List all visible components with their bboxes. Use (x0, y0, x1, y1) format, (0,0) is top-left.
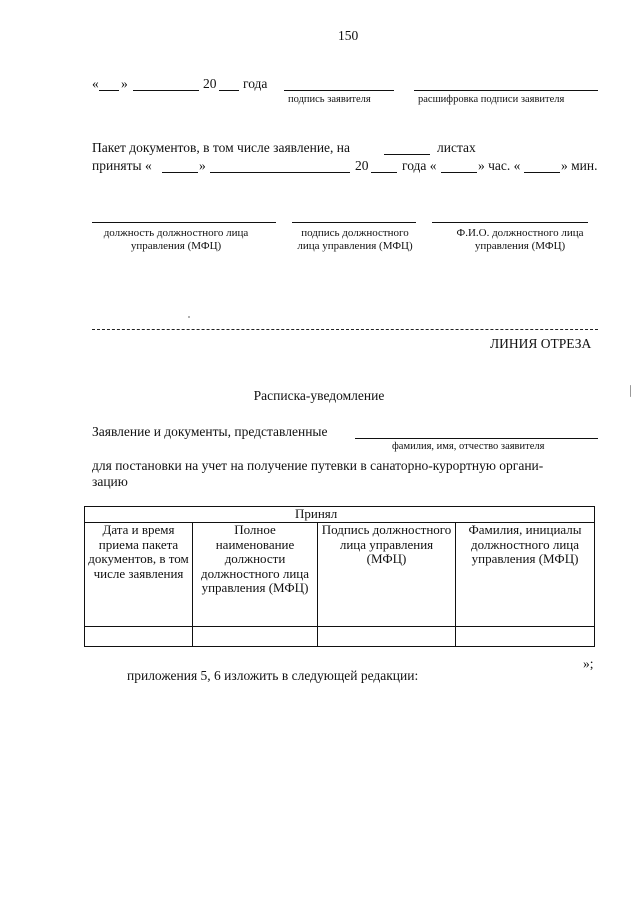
table-row (85, 627, 595, 647)
year-blank (219, 90, 239, 91)
accepted-minutes-blank (524, 172, 560, 173)
table-header-accepted: Принял (85, 507, 595, 523)
caption-official-name: Ф.И.О. должностного лица управления (МФЦ) (456, 227, 584, 252)
page-number: 150 (338, 28, 359, 43)
table-header-row (85, 507, 595, 523)
official-position-line (92, 222, 276, 223)
cut-line-dashed (92, 329, 598, 330)
official-name-line (432, 222, 588, 223)
col-full-name: Фамилия, инициалы должностного лица управления (МФЦ) (456, 523, 595, 627)
closing-quote: »; (583, 656, 594, 671)
caption-official-position: должность должностного лица управления (МФЦ) (103, 227, 249, 252)
accepted-hours-blank (441, 172, 477, 173)
year-prefix: 20 (203, 76, 217, 91)
cell-position-empty[interactable] (193, 627, 318, 647)
scan-speck (630, 385, 631, 397)
accepted-year-blank (371, 172, 397, 173)
purpose-line-1: для постановки на учет на получение путевки в санаторно-курортную органи- (92, 458, 544, 473)
accepted-year-prefix: 20 (355, 158, 369, 173)
purpose-line-2: зацию (92, 474, 128, 489)
submitted-by-text: Заявление и документы, представленные (92, 424, 328, 439)
package-line-suffix: листах (437, 140, 476, 155)
accepted-hours-label: » час. « (478, 158, 521, 173)
cell-signature-empty[interactable] (318, 627, 456, 647)
accepted-month-blank (210, 172, 350, 173)
receipt-title: Расписка-уведомление (253, 388, 385, 403)
cut-line-label: ЛИНИЯ ОТРЕЗА (490, 336, 592, 351)
applicant-decryption-line (414, 90, 598, 91)
official-signature-line (292, 222, 416, 223)
col-date-time: Дата и время приема пакета документов, в том числе заявления (85, 523, 193, 627)
caption-official-signature: подпись должностного лица управления (МФЦ) (297, 227, 413, 252)
date-quote-close: » (121, 76, 128, 91)
applicant-name-line (355, 438, 598, 439)
col-signature: Подпись должностного лица управления (МФЦ) (318, 523, 456, 627)
cell-full-name-empty[interactable] (456, 627, 595, 647)
accepted-quote-close: » (199, 158, 206, 173)
sheets-count-blank (384, 154, 430, 155)
month-blank (133, 90, 199, 91)
scan-speck (188, 316, 190, 318)
accepted-year-word: года « (402, 158, 437, 173)
package-line-prefix: Пакет документов, в том числе заявление, на (92, 140, 351, 155)
year-word: года (243, 76, 268, 91)
accepted-day-blank (162, 172, 198, 173)
applicant-signature-line (284, 90, 394, 91)
caption-signature-decryption: расшифровка подписи заявителя (418, 94, 565, 105)
table-columns-row (85, 523, 595, 627)
day-blank (99, 90, 119, 91)
col-position-name: Полное наименование должности должностного лица управления (МФЦ) (193, 523, 318, 627)
date-quote-open: « (92, 76, 99, 91)
caption-applicant-name: фамилия, имя, отчество заявителя (392, 441, 545, 452)
caption-applicant-signature: подпись заявителя (288, 94, 371, 105)
accepted-minutes-label: » мин. (561, 158, 598, 173)
appendix-text: приложения 5, 6 изложить в следующей редакции: (127, 668, 419, 683)
acceptance-table (84, 506, 595, 647)
accepted-prefix: приняты « (92, 158, 152, 173)
cell-date-time-empty[interactable] (85, 627, 193, 647)
